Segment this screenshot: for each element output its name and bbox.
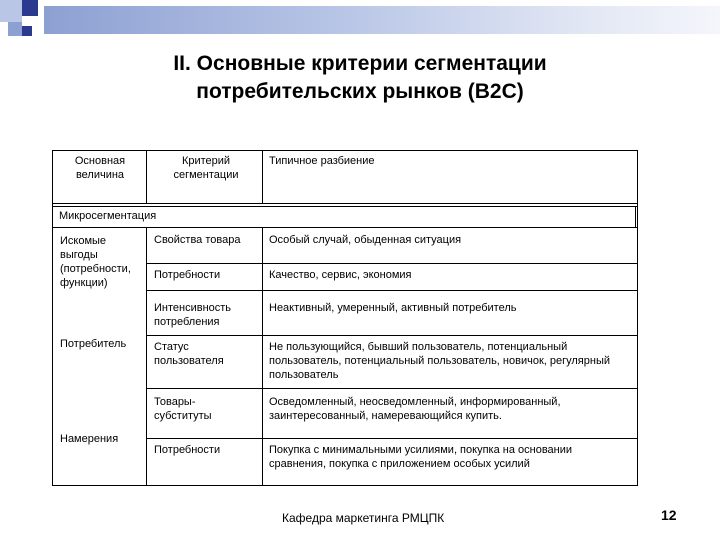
header-main-quantity: Основная величина — [74, 155, 126, 181]
segmentation-table — [52, 150, 638, 486]
group-intentions: Намерения — [60, 433, 119, 445]
row-line-2 — [146, 290, 638, 291]
row-line-1 — [146, 263, 638, 264]
section-top-line — [52, 206, 638, 207]
row1-split: Особый случай, обыденная ситуация — [269, 234, 462, 246]
row-line-4 — [146, 388, 638, 389]
decor-gradient-stripe — [44, 6, 720, 34]
section-right-line — [635, 206, 636, 228]
row5-split: Осведомленный, неосведомленный, информированный, заинтересованный, намеревающийся купить. — [269, 396, 561, 422]
section-microsegmentation: Микросегментация — [59, 210, 157, 222]
table-border-top — [52, 150, 638, 151]
decor-square-light — [0, 0, 22, 22]
row-line-3 — [146, 335, 638, 336]
row4-criterion: Статус пользователя — [154, 341, 224, 367]
group-consumer: Потребитель — [60, 338, 127, 350]
row3-split: Неактивный, умеренный, активный потребитель — [269, 302, 517, 314]
row3-criterion: Интенсивность потребления — [154, 302, 232, 328]
col2-line-body — [262, 228, 263, 486]
row-line-5 — [146, 438, 638, 439]
page-number: 12 — [661, 507, 677, 523]
row6-criterion: Потребности — [154, 444, 221, 456]
slide-title — [100, 50, 620, 106]
table-border-right — [637, 150, 638, 486]
header-criterion: Критерий сегментации — [173, 155, 239, 181]
col1-line-header — [146, 150, 147, 204]
row1-criterion: Свойства товара — [154, 234, 241, 246]
col1-line-body — [146, 228, 147, 486]
col2-line-header — [262, 150, 263, 204]
section-bottom-line — [52, 227, 638, 228]
row5-criterion: Товары-субституты — [154, 396, 212, 422]
row6-split: Покупка с минимальными усилиями, покупка на основании сравнения, покупка с приложением особых усилий — [269, 444, 573, 470]
slide-title-line2: потребительских рынков (В2С) — [196, 80, 524, 103]
header-bottom-line — [52, 203, 638, 204]
row2-split: Качество, сервис, экономия — [269, 269, 412, 281]
footer-department: Кафедра маркетинга РМЦПК — [282, 511, 445, 525]
row2-criterion: Потребности — [154, 269, 221, 281]
slide-title-line1: II. Основные критерии сегментации — [173, 52, 547, 75]
group-benefits: Искомые выгоды (потребности, функции) — [60, 235, 131, 289]
decor-square-dark — [22, 0, 38, 16]
table-border-left — [52, 150, 53, 486]
decorative-header-band — [0, 0, 720, 38]
row4-split: Не пользующийся, бывший пользователь, потенциальный пользователь, потенциальный пользователь, новичок, регулярный пользователь — [269, 341, 610, 381]
decor-square-small — [22, 26, 32, 36]
decor-square-mid — [8, 22, 22, 36]
header-typical-split: Типичное разбиение — [269, 155, 375, 167]
table-border-bottom — [52, 485, 638, 486]
